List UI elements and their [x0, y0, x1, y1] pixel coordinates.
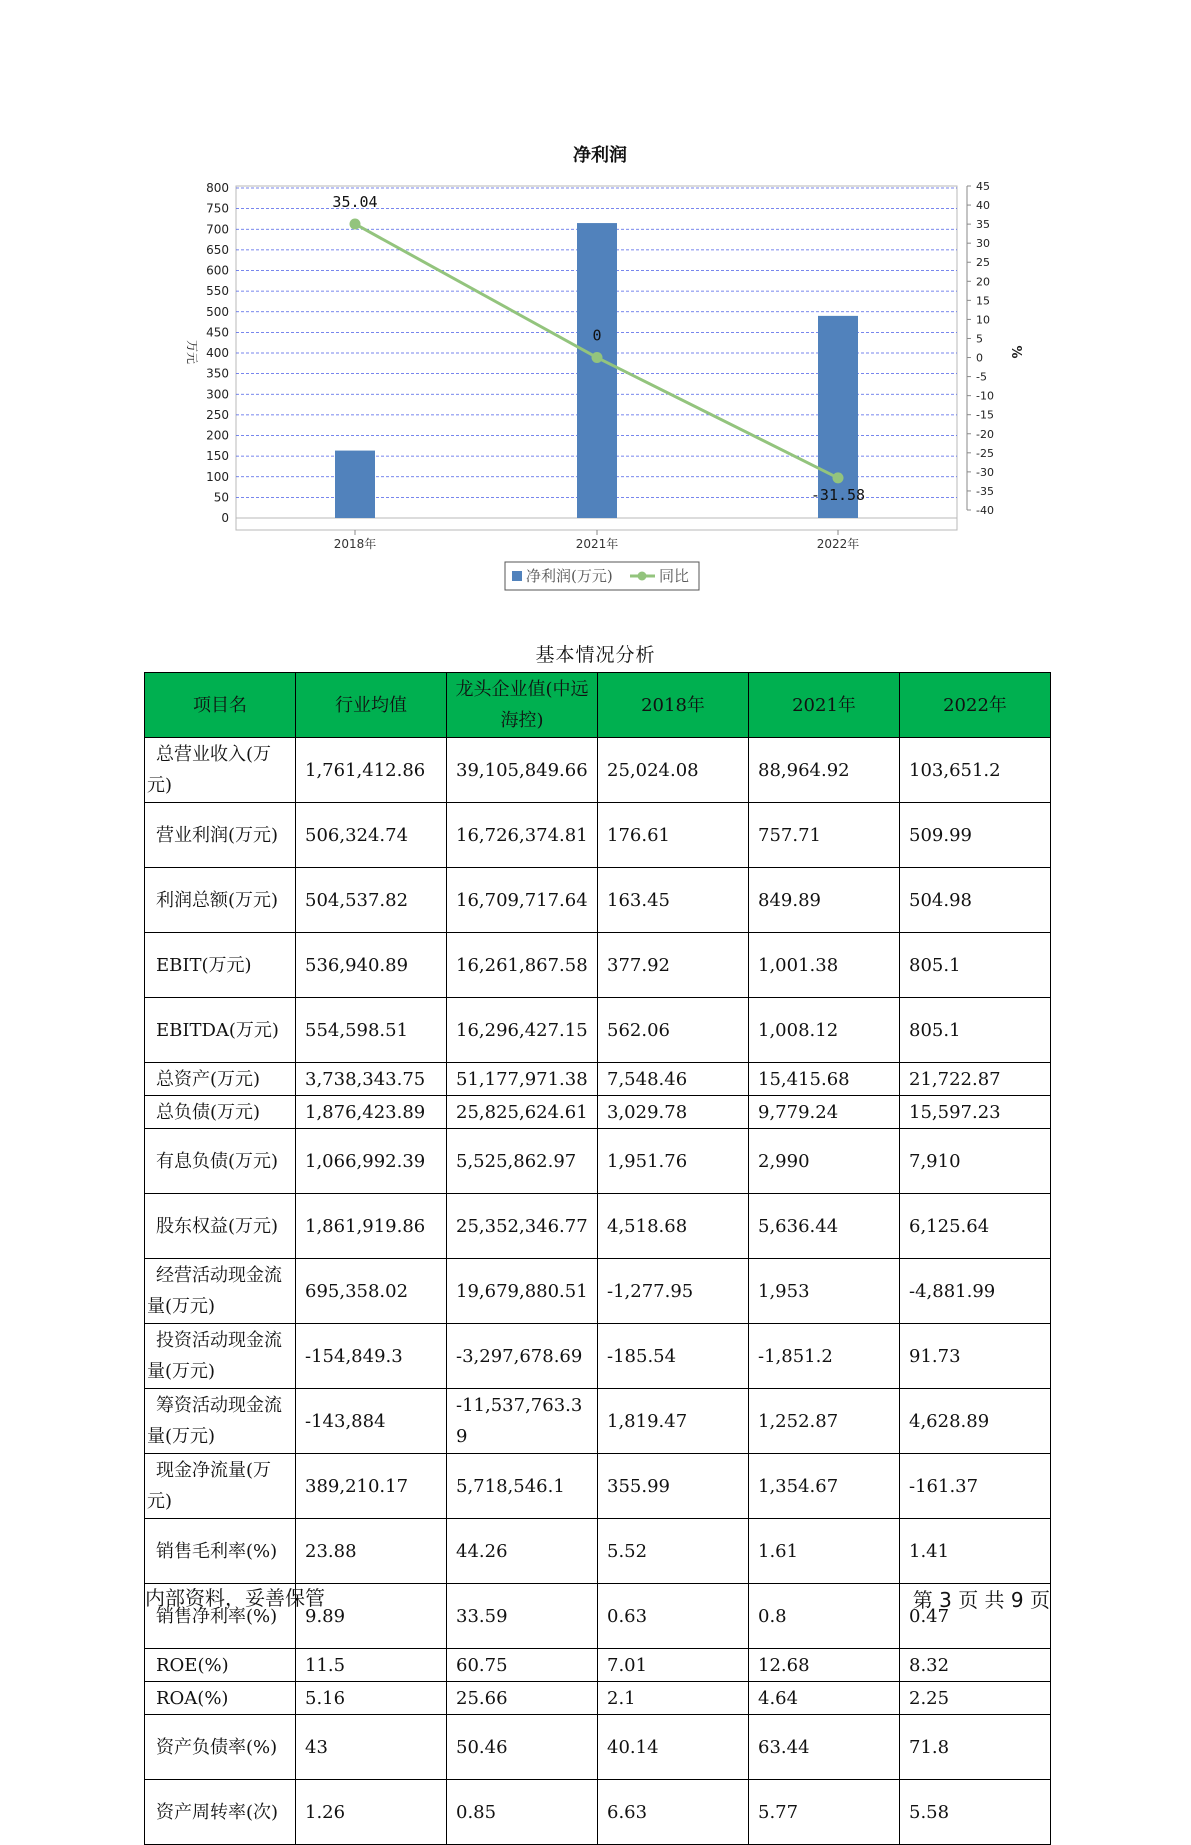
- y2-tick-label: -20: [976, 427, 994, 441]
- x-tick-label: 2021年: [575, 537, 619, 551]
- column-header: 2022年: [900, 673, 1051, 738]
- table-cell: -11,537,763.39: [447, 1389, 598, 1454]
- table-cell: 5.77: [749, 1780, 900, 1845]
- y2-tick-label: -35: [976, 484, 994, 498]
- legend-swatch-bar: [512, 571, 522, 581]
- table-cell: 805.1: [900, 998, 1051, 1063]
- table-cell: 0.8: [749, 1584, 900, 1649]
- y2-axis-title: %: [1008, 345, 1023, 359]
- table-row: [145, 998, 1051, 1063]
- table-cell: 19,679,880.51: [447, 1259, 598, 1324]
- row-label: 经营活动现金流量(万元): [145, 1259, 296, 1324]
- column-header: 项目名: [145, 673, 296, 738]
- table-cell: 389,210.17: [296, 1454, 447, 1519]
- row-label: 总营业收入(万元): [145, 738, 296, 803]
- table-cell: 16,709,717.64: [447, 868, 598, 933]
- table-row: [145, 1194, 1051, 1259]
- table-cell: 1,953: [749, 1259, 900, 1324]
- bar-net-profit: [577, 223, 617, 518]
- table-row: [145, 1259, 1051, 1324]
- data-label-yoy: 35.04: [332, 192, 378, 211]
- table-cell: 40.14: [598, 1715, 749, 1780]
- table-cell: 2.25: [900, 1682, 1051, 1715]
- table-cell: 1.41: [900, 1519, 1051, 1584]
- table-cell: -143,884: [296, 1389, 447, 1454]
- table-cell: 4,518.68: [598, 1194, 749, 1259]
- table-cell: 1,001.38: [749, 933, 900, 998]
- table-row: [145, 1649, 1051, 1682]
- row-label: 有息负债(万元): [145, 1129, 296, 1194]
- data-label-yoy: 0: [592, 326, 602, 345]
- table-cell: 9.89: [296, 1584, 447, 1649]
- table-cell: 176.61: [598, 803, 749, 868]
- y-tick-label: 100: [206, 469, 229, 484]
- table-cell: 2,990: [749, 1129, 900, 1194]
- table-cell: 1,951.76: [598, 1129, 749, 1194]
- table-cell: 536,940.89: [296, 933, 447, 998]
- table-cell: 25,024.08: [598, 738, 749, 803]
- table-cell: 5.16: [296, 1682, 447, 1715]
- point-yoy: [350, 218, 361, 229]
- table-cell: 509.99: [900, 803, 1051, 868]
- table-row: [145, 1715, 1051, 1780]
- column-header: 龙头企业值(中远海控): [447, 673, 598, 738]
- table-row: [145, 1096, 1051, 1129]
- y2-tick-label: 30: [976, 237, 990, 251]
- row-label: 总负债(万元): [145, 1096, 296, 1129]
- table-cell: -154,849.3: [296, 1324, 447, 1389]
- table-cell: 7,548.46: [598, 1063, 749, 1096]
- data-label-yoy: -31.58: [810, 485, 866, 504]
- table-cell: 15,597.23: [900, 1096, 1051, 1129]
- bar-net-profit: [335, 451, 375, 518]
- y2-tick-label: 10: [976, 313, 990, 327]
- table-cell: 5,636.44: [749, 1194, 900, 1259]
- table-cell: 16,296,427.15: [447, 998, 598, 1063]
- table-cell: 1,861,919.86: [296, 1194, 447, 1259]
- table-cell: 1.61: [749, 1519, 900, 1584]
- table-cell: 4.64: [749, 1682, 900, 1715]
- legend-label-bar: 净利润(万元): [526, 567, 613, 585]
- row-label: 营业利润(万元): [145, 803, 296, 868]
- x-tick-label: 2022年: [816, 537, 860, 551]
- column-header: 2018年: [598, 673, 749, 738]
- table-cell: 50.46: [447, 1715, 598, 1780]
- table-cell: 1,252.87: [749, 1389, 900, 1454]
- table-cell: 554,598.51: [296, 998, 447, 1063]
- table-cell: 6.63: [598, 1780, 749, 1845]
- table-row: [145, 1454, 1051, 1519]
- y-axis-title: 万元: [185, 339, 199, 365]
- table-cell: 3,738,343.75: [296, 1063, 447, 1096]
- footer-page-number: 第 3 页 共 9 页: [912, 1588, 1050, 1612]
- table-row: [145, 1519, 1051, 1584]
- row-label: 股东权益(万元): [145, 1194, 296, 1259]
- table-cell: 8.32: [900, 1649, 1051, 1682]
- table-cell: -185.54: [598, 1324, 749, 1389]
- table-cell: 25.66: [447, 1682, 598, 1715]
- table-cell: 849.89: [749, 868, 900, 933]
- table-cell: 0.85: [447, 1780, 598, 1845]
- table-cell: 39,105,849.66: [447, 738, 598, 803]
- point-yoy: [833, 472, 844, 483]
- table-body: [145, 738, 1051, 1845]
- table-cell: 103,651.2: [900, 738, 1051, 803]
- table-cell: 5,718,546.1: [447, 1454, 598, 1519]
- table-cell: 33.59: [447, 1584, 598, 1649]
- y2-tick-label: -10: [976, 389, 994, 403]
- table-cell: 1,008.12: [749, 998, 900, 1063]
- y-tick-label: 500: [206, 304, 229, 319]
- y2-tick-label: 45: [976, 180, 990, 193]
- table-cell: 2.1: [598, 1682, 749, 1715]
- y2-tick-label: 25: [976, 256, 990, 270]
- table-cell: 43: [296, 1715, 447, 1780]
- y-tick-label: 200: [206, 428, 229, 443]
- column-header: 2021年: [749, 673, 900, 738]
- table-cell: 11.5: [296, 1649, 447, 1682]
- table-cell: 4,628.89: [900, 1389, 1051, 1454]
- column-header: 行业均值: [296, 673, 447, 738]
- table-cell: 695,358.02: [296, 1259, 447, 1324]
- table-cell: 71.8: [900, 1715, 1051, 1780]
- row-label: 利润总额(万元): [145, 868, 296, 933]
- row-label: 现金净流量(万元): [145, 1454, 296, 1519]
- table-cell: 9,779.24: [749, 1096, 900, 1129]
- legend-label-line: 同比: [659, 567, 690, 585]
- table-cell: 504.98: [900, 868, 1051, 933]
- table-cell: 23.88: [296, 1519, 447, 1584]
- y2-tick-label: -15: [976, 408, 994, 422]
- y-tick-label: 750: [206, 201, 229, 216]
- y-tick-label: 600: [206, 263, 229, 278]
- table-cell: 25,825,624.61: [447, 1096, 598, 1129]
- table-cell: 1,876,423.89: [296, 1096, 447, 1129]
- row-label: EBIT(万元): [145, 933, 296, 998]
- table-cell: 5.58: [900, 1780, 1051, 1845]
- table-cell: 5,525,862.97: [447, 1129, 598, 1194]
- table-cell: -4,881.99: [900, 1259, 1051, 1324]
- table-cell: 1,066,992.39: [296, 1129, 447, 1194]
- table-row: [145, 1324, 1051, 1389]
- row-label: 资产周转率(次): [145, 1780, 296, 1845]
- point-yoy: [592, 352, 603, 363]
- y-tick-label: 800: [206, 181, 229, 195]
- table-cell: 16,261,867.58: [447, 933, 598, 998]
- row-label: 总资产(万元): [145, 1063, 296, 1096]
- table-cell: 355.99: [598, 1454, 749, 1519]
- table-cell: 63.44: [749, 1715, 900, 1780]
- y-tick-label: 0: [221, 511, 229, 525]
- legend-swatch-point: [638, 572, 647, 581]
- table-cell: 5.52: [598, 1519, 749, 1584]
- table-cell: -3,297,678.69: [447, 1324, 598, 1389]
- table-cell: 88,964.92: [749, 738, 900, 803]
- table-cell: 504,537.82: [296, 868, 447, 933]
- table-cell: 12.68: [749, 1649, 900, 1682]
- table-row: [145, 1780, 1051, 1845]
- analysis-table: [144, 672, 1051, 1845]
- x-tick-label: 2018年: [333, 537, 377, 551]
- table-cell: 0.47: [900, 1584, 1051, 1649]
- row-label: 资产负债率(%): [145, 1715, 296, 1780]
- table-cell: 3,029.78: [598, 1096, 749, 1129]
- table-row: [145, 1129, 1051, 1194]
- table-cell: 805.1: [900, 933, 1051, 998]
- table-cell: 1,761,412.86: [296, 738, 447, 803]
- table-cell: 562.06: [598, 998, 749, 1063]
- y-tick-label: 700: [206, 222, 229, 237]
- table-cell: 7,910: [900, 1129, 1051, 1194]
- y-tick-label: 350: [206, 366, 229, 381]
- table-cell: 16,726,374.81: [447, 803, 598, 868]
- table-cell: 44.26: [447, 1519, 598, 1584]
- footer-confidential-note: 内部资料，妥善保管: [145, 1586, 325, 1610]
- table-cell: 51,177,971.38: [447, 1063, 598, 1096]
- table-row: [145, 868, 1051, 933]
- row-label: 销售净利率(%): [145, 1584, 296, 1649]
- row-label: 筹资活动现金流量(万元): [145, 1389, 296, 1454]
- table-cell: 1,354.67: [749, 1454, 900, 1519]
- y-tick-label: 450: [206, 325, 229, 340]
- table-header-row: [145, 673, 1051, 738]
- table-row: [145, 1063, 1051, 1096]
- row-label: EBITDA(万元): [145, 998, 296, 1063]
- y2-tick-label: 40: [976, 199, 990, 213]
- y-tick-label: 400: [206, 346, 229, 360]
- table-cell: 60.75: [447, 1649, 598, 1682]
- y2-tick-label: -30: [976, 465, 994, 479]
- table-cell: 1,819.47: [598, 1389, 749, 1454]
- y-tick-label: 550: [206, 284, 229, 299]
- table-cell: -1,851.2: [749, 1324, 900, 1389]
- table-cell: 1.26: [296, 1780, 447, 1845]
- net-profit-chart: [0, 0, 1191, 600]
- y2-tick-label: 20: [976, 275, 990, 289]
- row-label: ROA(%): [145, 1682, 296, 1715]
- table-cell: 7.01: [598, 1649, 749, 1682]
- chart-svg: [0, 0, 1191, 600]
- table-row: [145, 803, 1051, 868]
- y-tick-label: 50: [213, 490, 229, 505]
- table-title: 基本情况分析: [535, 644, 656, 666]
- y2-tick-label: 35: [976, 218, 990, 232]
- table-cell: -161.37: [900, 1454, 1051, 1519]
- table-cell: 21,722.87: [900, 1063, 1051, 1096]
- table-row: [145, 1682, 1051, 1715]
- table-row: [145, 933, 1051, 998]
- table-row: [145, 1389, 1051, 1454]
- y2-tick-label: -5: [976, 370, 987, 384]
- y2-tick-label: 15: [976, 294, 990, 308]
- table-cell: 15,415.68: [749, 1063, 900, 1096]
- y2-tick-label: -40: [976, 504, 994, 517]
- y-tick-label: 650: [206, 242, 229, 257]
- y2-tick-label: -25: [976, 446, 994, 460]
- table-cell: 506,324.74: [296, 803, 447, 868]
- table-cell: 0.63: [598, 1584, 749, 1649]
- table-cell: 757.71: [749, 803, 900, 868]
- table-cell: 163.45: [598, 868, 749, 933]
- y-tick-label: 250: [206, 407, 229, 422]
- row-label: ROE(%): [145, 1649, 296, 1682]
- row-label: 投资活动现金流量(万元): [145, 1324, 296, 1389]
- chart-title: 净利润: [573, 145, 627, 166]
- table-cell: 91.73: [900, 1324, 1051, 1389]
- table-cell: 377.92: [598, 933, 749, 998]
- y-tick-label: 150: [206, 449, 229, 464]
- y2-tick-label: 5: [976, 332, 983, 346]
- table-cell: 6,125.64: [900, 1194, 1051, 1259]
- table-row: [145, 738, 1051, 803]
- y-tick-label: 300: [206, 387, 229, 402]
- table-cell: -1,277.95: [598, 1259, 749, 1324]
- row-label: 销售毛利率(%): [145, 1519, 296, 1584]
- table-cell: 25,352,346.77: [447, 1194, 598, 1259]
- y2-tick-label: 0: [976, 351, 983, 365]
